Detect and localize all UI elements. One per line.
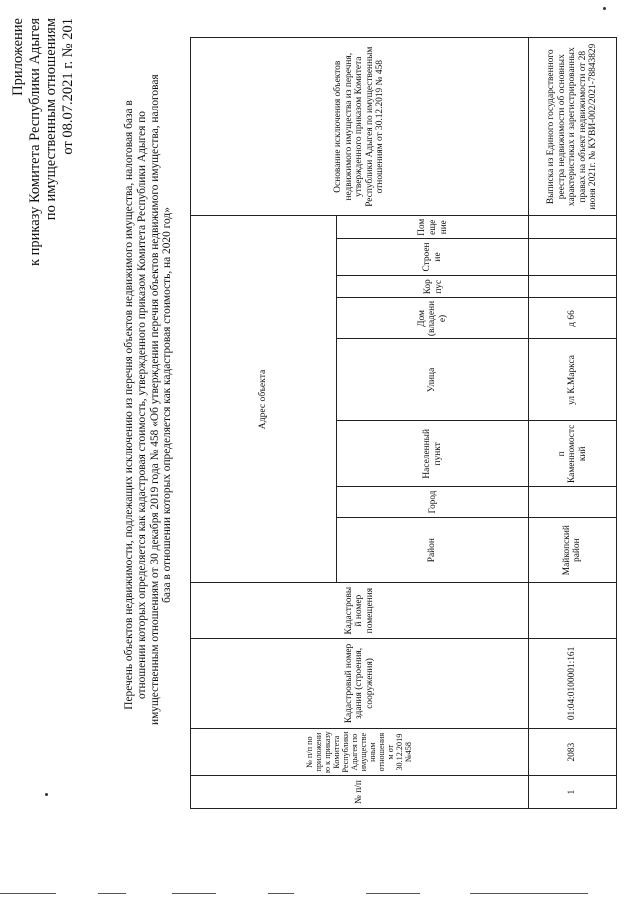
cell-korpus (528, 275, 616, 298)
appendix-line: по имущественным отношениям (43, 18, 59, 221)
scan-edge-lines (0, 885, 640, 905)
cell-cadastral-building: 01:04:0100001:161 (528, 638, 616, 728)
title-line: база в отношении которых определяется как кадастровая стоимость, на 2020 год» (161, 207, 174, 603)
header-num: № п/п (191, 776, 529, 809)
scan-line (268, 893, 294, 894)
header-cadastral-building: Кадастровый номер здания (строения, сооружения) (191, 638, 529, 728)
cell-cadastral-room (528, 583, 616, 638)
cell-house: д 66 (528, 298, 616, 339)
cell-street: ул К.Маркса (528, 339, 616, 421)
scan-line (0, 893, 56, 894)
header-city: Город (337, 487, 528, 518)
header-building: Строение (337, 239, 528, 276)
title-line: Перечень объектов недвижимости, подлежащих исключению из перечня объектов недвижимого имущества, налоговая база в (123, 100, 135, 710)
table-header-row (191, 38, 337, 809)
scan-speck (603, 7, 606, 10)
appendix-line: от 08.07.2021 г. № 201 (59, 18, 76, 155)
cell-room (528, 216, 616, 239)
objects-table (190, 37, 617, 809)
title-line: имущественным отношениям от 30 декабря 2019 года № 458 «Об утверждении перечня объектов недвижимого имущества, налоговая (148, 74, 161, 725)
scan-line (98, 893, 126, 894)
header-address: Адрес объекта (191, 216, 337, 583)
title-line: отношении которых определяется как кадастровая стоимость, утвержденного приказом Комитета Республики Адыгея по (135, 111, 148, 699)
appendix-line: к приказу Комитета Республики Адыгея (26, 18, 43, 267)
scan-line (366, 893, 420, 894)
header-settlement: Населенный пункт (337, 421, 528, 487)
appendix-header (10, 18, 76, 266)
header-house: Дом (владение) (337, 298, 528, 339)
document-title (123, 74, 174, 725)
cell-district: Майкопский район (528, 517, 616, 583)
cell-building (528, 239, 616, 276)
header-num-in-appendix: № п/п по приложению к приказу Комитета Республики Адыгея по имущественным отношениям от 30.12.2019 №458 (191, 729, 529, 776)
scan-line (470, 893, 588, 894)
cell-settlement: п Каменномостский (528, 421, 616, 487)
header-basis: Основание исключения объектов недвижимого имущества из перечня, утвержденного приказом Комитета Республики Адыгея по имущественным отношениям от 30.12.2019 № 458 (191, 38, 529, 216)
header-cadastral-room: Кадастровый номер помещения (191, 583, 529, 638)
header-district: Район (337, 517, 528, 583)
header-street: Улица (337, 339, 528, 421)
appendix-line: Приложение (10, 18, 26, 96)
scan-line (172, 893, 216, 894)
cell-num: 1 (528, 776, 616, 809)
cell-city (528, 487, 616, 518)
header-room: Помещение (337, 216, 528, 239)
table-row (528, 38, 616, 809)
scan-speck (45, 793, 48, 796)
cell-basis: Выписка из Единого государственного реестра недвижимости об основных характеристиках и зарегистрированных правах на объект недвижимости от 28 июня 2021г. № КУВИ-002/2021-78843829 (528, 38, 616, 216)
header-korpus: Корпус (337, 275, 528, 298)
cell-num-in-appendix: 2083 (528, 729, 616, 776)
